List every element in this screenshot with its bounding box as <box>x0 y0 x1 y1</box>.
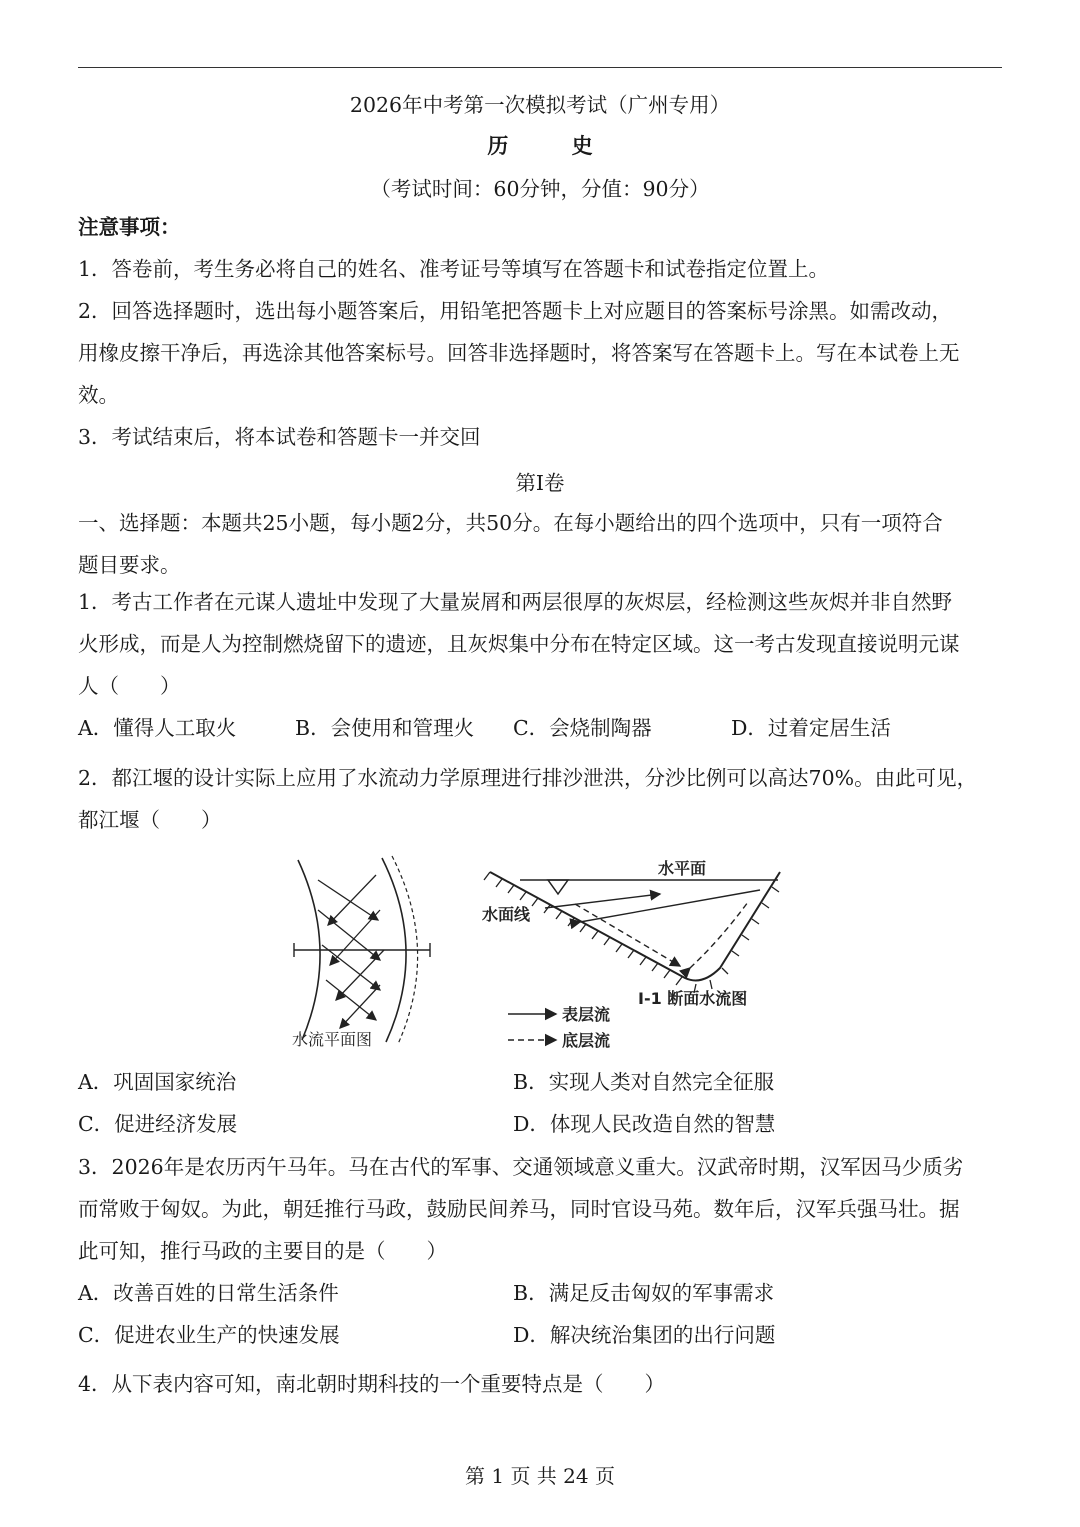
q3-option-c[interactable]: C．促进农业生产的快速发展 <box>78 1323 340 1347</box>
water-flow-figure <box>280 850 800 1060</box>
exam-title: 2026年中考第一次模拟考试（广州专用） <box>349 93 731 117</box>
question-4-line: 4．从下表内容可知，南北朝时期科技的一个重要特点是（ ） <box>78 1372 666 1396</box>
question-1-line: 1．考古工作者在元谋人遗址中发现了大量炭屑和两层很厚的灰烬层，经检测这些灰烬并非自然野 <box>78 590 953 614</box>
plan-view-diagram <box>294 856 430 1044</box>
q1-option-a[interactable]: A．懂得人工取火 <box>78 716 237 740</box>
question-1-line: 火形成，而是人为控制燃烧留下的遗迹，且灰烬集中分布在特定区域。这一考古发现直接说明元谋 <box>78 632 960 656</box>
q2-option-a[interactable]: A．巩固国家统治 <box>78 1070 237 1094</box>
top-rule <box>78 67 1002 68</box>
section-caption: Ⅰ-1 断面水流图 <box>638 989 748 1008</box>
question-3-line: 此可知，推行马政的主要目的是（ ） <box>78 1239 447 1263</box>
legend-surface-flow: 表层流 <box>562 1005 611 1024</box>
notice-heading: 注意事项： <box>78 215 181 239</box>
notice-item: 1．答卷前，考生务必将自己的姓名、准考证号等填写在答题卡和试卷指定位置上。 <box>78 257 830 281</box>
volume-title: 第Ⅰ卷 <box>515 471 565 495</box>
legend-bottom-flow: 底层流 <box>562 1031 611 1050</box>
q2-option-c[interactable]: C．促进经济发展 <box>78 1112 238 1136</box>
notice-item: 2．回答选择题时，选出每小题答案后，用铅笔把答题卡上对应题目的答案标号涂黑。如需改动， <box>78 299 953 323</box>
plan-view-caption: 水流平面图 <box>292 1030 373 1049</box>
waterline-label: 水面线 <box>482 905 531 924</box>
q1-option-c[interactable]: C．会烧制陶器 <box>513 716 652 740</box>
notice-item: 用橡皮擦干净后，再选涂其他答案标号。回答非选择题时，将答案写在答题卡上。写在本试卷上无 <box>78 341 960 365</box>
q3-option-d[interactable]: D．解决统治集团的出行问题 <box>513 1323 776 1347</box>
q2-option-b[interactable]: B．实现人类对自然完全征服 <box>513 1070 775 1094</box>
q1-option-d[interactable]: D．过着定居生活 <box>731 716 891 740</box>
page-footer: 第 1 页 共 24 页 <box>465 1464 615 1488</box>
notice-item: 效。 <box>78 383 119 407</box>
cross-section-diagram <box>484 872 780 1040</box>
subject-title: 历 史 <box>487 133 621 158</box>
q1-option-b[interactable]: B．会使用和管理火 <box>295 716 475 740</box>
q3-option-a[interactable]: A．改善百姓的日常生活条件 <box>78 1281 339 1305</box>
question-2-line: 都江堰（ ） <box>78 808 222 832</box>
notice-item: 3．考试结束后，将本试卷和答题卡一并交回 <box>78 425 481 449</box>
q3-option-b[interactable]: B．满足反击匈奴的军事需求 <box>513 1281 775 1305</box>
q2-option-d[interactable]: D．体现人民改造自然的智慧 <box>513 1112 776 1136</box>
question-2-line: 2．都江堰的设计实际上应用了水流动力学原理进行排沙泄洪，分沙比例可以高达70%。由此可见， <box>78 766 978 790</box>
question-3-line: 而常败于匈奴。为此，朝廷推行马政，鼓励民间养马，同时官设马苑。数年后，汉军兵强马壮。据 <box>78 1197 960 1221</box>
exam-time-info: （考试时间：60分钟，分值：90分） <box>370 177 710 201</box>
question-3-line: 3．2026年是农历丙午马年。马在古代的军事、交通领域意义重大。汉武帝时期，汉军因马少质劣 <box>78 1155 964 1179</box>
section-instruction: 一、选择题：本题共25小题，每小题2分，共50分。在每小题给出的四个选项中，只有一项符合 <box>78 511 943 535</box>
surface-label: 水平面 <box>658 859 707 878</box>
question-1-line: 人（ ） <box>78 674 181 698</box>
section-instruction: 题目要求。 <box>78 553 181 577</box>
